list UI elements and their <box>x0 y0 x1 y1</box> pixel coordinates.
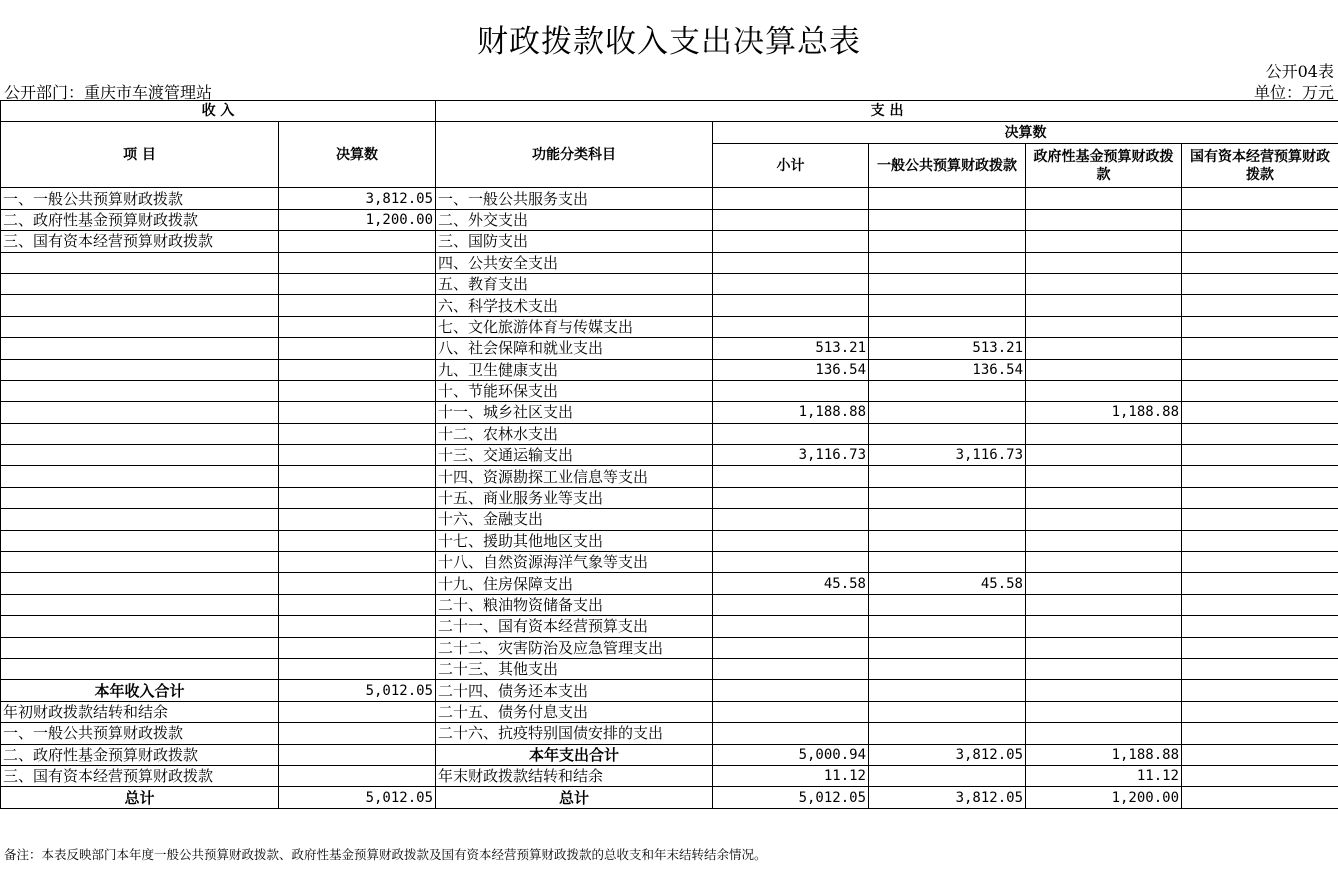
income-item-cell <box>1 273 279 294</box>
income-amount-cell <box>279 509 436 530</box>
income-item-cell <box>1 530 279 551</box>
expense-item-cell: 七、文化旅游体育与传媒支出 <box>436 316 713 337</box>
expense-item-cell: 二十一、国有资本经营预算支出 <box>436 616 713 637</box>
state-capital-cell <box>1182 723 1338 744</box>
general-budget-cell <box>869 231 1026 252</box>
income-amount-cell <box>279 552 436 573</box>
income-item-cell: 总计 <box>1 787 279 808</box>
expense-item-cell: 八、社会保障和就业支出 <box>436 338 713 359</box>
state-capital-cell <box>1182 658 1338 679</box>
state-capital-cell <box>1182 188 1338 209</box>
income-item-cell <box>1 359 279 380</box>
general-budget-cell <box>869 466 1026 487</box>
income-amount-cell <box>279 765 436 786</box>
general-budget-cell <box>869 316 1026 337</box>
state-capital-cell <box>1182 316 1338 337</box>
income-amount-cell <box>279 445 436 466</box>
income-item-cell <box>1 466 279 487</box>
expense-item-cell: 九、卫生健康支出 <box>436 359 713 380</box>
subtotal-cell: 45.58 <box>713 573 869 594</box>
income-amount-cell <box>279 273 436 294</box>
state-capital-cell <box>1182 273 1338 294</box>
expense-item-cell: 十四、资源勘探工业信息等支出 <box>436 466 713 487</box>
table-row <box>1 316 1338 337</box>
income-amount-cell <box>279 573 436 594</box>
income-item-cell <box>1 616 279 637</box>
state-capital-cell <box>1182 295 1338 316</box>
table-row <box>1 188 1338 209</box>
income-item-cell: 三、国有资本经营预算财政拨款 <box>1 765 279 786</box>
state-capital-cell <box>1182 423 1338 444</box>
income-item-cell <box>1 658 279 679</box>
income-item-cell <box>1 402 279 423</box>
subtotal-cell <box>713 295 869 316</box>
table-row <box>1 380 1338 401</box>
department-label: 公开部门：重庆市车渡管理站 <box>4 83 213 102</box>
general-budget-header: 一般公共预算财政拨款 <box>869 143 1026 187</box>
subtotal-cell <box>713 658 869 679</box>
expense-item-cell: 三、国防支出 <box>436 231 713 252</box>
table-row <box>1 509 1338 530</box>
table-row <box>1 295 1338 316</box>
gov-fund-cell <box>1026 680 1182 701</box>
expense-item-cell: 十一、城乡社区支出 <box>436 402 713 423</box>
income-amount-cell <box>279 466 436 487</box>
state-capital-cell <box>1182 680 1338 701</box>
state-capital-cell <box>1182 552 1338 573</box>
amount-header: 决算数 <box>279 122 436 188</box>
general-budget-cell <box>869 273 1026 294</box>
income-amount-cell <box>279 487 436 508</box>
general-budget-cell <box>869 765 1026 786</box>
expense-item-cell: 年末财政拨款结转和结余 <box>436 765 713 786</box>
table-row <box>1 552 1338 573</box>
gov-fund-cell <box>1026 231 1182 252</box>
general-budget-cell <box>869 616 1026 637</box>
state-capital-cell <box>1182 530 1338 551</box>
gov-fund-cell: 1,188.88 <box>1026 402 1182 423</box>
income-amount-cell <box>279 338 436 359</box>
table-row <box>1 252 1338 273</box>
state-capital-cell <box>1182 231 1338 252</box>
expense-item-cell: 二十三、其他支出 <box>436 658 713 679</box>
expense-item-cell: 十八、自然资源海洋气象等支出 <box>436 552 713 573</box>
income-item-cell <box>1 445 279 466</box>
subtotal-cell <box>713 723 869 744</box>
state-capital-cell <box>1182 787 1338 808</box>
general-budget-cell: 513.21 <box>869 338 1026 359</box>
form-number: 公开04表 <box>1265 62 1334 81</box>
expense-header: 支 出 <box>436 101 1338 122</box>
expense-item-cell: 二十五、债务付息支出 <box>436 701 713 722</box>
subtotal-cell <box>713 509 869 530</box>
general-budget-cell: 3,116.73 <box>869 445 1026 466</box>
income-item-cell: 一、一般公共预算财政拨款 <box>1 723 279 744</box>
gov-fund-cell <box>1026 273 1182 294</box>
expense-item-cell: 二十四、债务还本支出 <box>436 680 713 701</box>
general-budget-cell <box>869 509 1026 530</box>
expense-item-cell: 十六、金融支出 <box>436 509 713 530</box>
income-item-cell <box>1 252 279 273</box>
general-budget-cell <box>869 295 1026 316</box>
income-amount-cell <box>279 701 436 722</box>
table-row <box>1 573 1338 594</box>
report-title: 财政拨款收入支出决算总表 <box>477 24 861 60</box>
income-amount-cell: 5,012.05 <box>279 787 436 808</box>
table-row <box>1 402 1338 423</box>
income-item-cell: 二、政府性基金预算财政拨款 <box>1 744 279 765</box>
income-amount-cell <box>279 616 436 637</box>
income-item-cell <box>1 594 279 615</box>
table-row <box>1 658 1338 679</box>
table-row <box>1 338 1338 359</box>
gov-fund-cell <box>1026 637 1182 658</box>
table-row <box>1 723 1338 744</box>
income-item-cell: 二、政府性基金预算财政拨款 <box>1 209 279 230</box>
income-amount-cell: 5,012.05 <box>279 680 436 701</box>
table-row <box>1 744 1338 765</box>
income-item-cell: 本年收入合计 <box>1 680 279 701</box>
income-item-cell <box>1 487 279 508</box>
income-item-cell: 三、国有资本经营预算财政拨款 <box>1 231 279 252</box>
gov-fund-cell <box>1026 359 1182 380</box>
state-capital-cell <box>1182 402 1338 423</box>
subtotal-cell: 5,012.05 <box>713 787 869 808</box>
general-budget-cell <box>869 487 1026 508</box>
table-row <box>1 359 1338 380</box>
income-amount-cell <box>279 423 436 444</box>
table-row <box>1 231 1338 252</box>
state-capital-cell <box>1182 338 1338 359</box>
gov-fund-cell <box>1026 530 1182 551</box>
income-amount-cell <box>279 402 436 423</box>
income-amount-cell <box>279 744 436 765</box>
table-row <box>1 273 1338 294</box>
gov-fund-cell <box>1026 316 1182 337</box>
state-capital-cell <box>1182 765 1338 786</box>
gov-fund-cell <box>1026 509 1182 530</box>
gov-fund-cell <box>1026 445 1182 466</box>
subtotal-cell <box>713 423 869 444</box>
subtotal-cell: 1,188.88 <box>713 402 869 423</box>
table-row <box>1 487 1338 508</box>
state-capital-cell <box>1182 701 1338 722</box>
state-capital-cell <box>1182 637 1338 658</box>
general-budget-cell <box>869 402 1026 423</box>
footnote: 备注：本表反映部门本年度一般公共预算财政拨款、政府性基金预算财政拨款及国有资本经营预算财政拨款的总收支和年末结转结余情况。 <box>4 847 767 862</box>
income-amount-cell <box>279 530 436 551</box>
subtotal-cell: 513.21 <box>713 338 869 359</box>
subtotal-cell <box>713 380 869 401</box>
gov-fund-cell <box>1026 380 1182 401</box>
gov-fund-cell <box>1026 723 1182 744</box>
income-item-cell <box>1 509 279 530</box>
general-budget-cell <box>869 209 1026 230</box>
state-capital-cell <box>1182 594 1338 615</box>
state-capital-cell <box>1182 616 1338 637</box>
gov-fund-cell <box>1026 295 1182 316</box>
general-budget-cell: 45.58 <box>869 573 1026 594</box>
general-budget-cell: 3,812.05 <box>869 787 1026 808</box>
subtotal-cell <box>713 530 869 551</box>
subtotal-cell <box>713 188 869 209</box>
subtotal-header: 小计 <box>713 143 869 187</box>
state-capital-cell <box>1182 487 1338 508</box>
income-header: 收 入 <box>1 101 436 122</box>
general-budget-cell: 3,812.05 <box>869 744 1026 765</box>
subtotal-cell: 136.54 <box>713 359 869 380</box>
income-item-cell <box>1 637 279 658</box>
final-amount-header: 决算数 <box>713 122 1338 144</box>
table-row <box>1 423 1338 444</box>
state-capital-header: 国有资本经营预算财政拨款 <box>1182 143 1338 187</box>
income-item-cell <box>1 380 279 401</box>
gov-fund-cell <box>1026 423 1182 444</box>
income-amount-cell <box>279 359 436 380</box>
expense-item-cell: 五、教育支出 <box>436 273 713 294</box>
income-amount-cell <box>279 594 436 615</box>
table-row <box>1 466 1338 487</box>
table-row <box>1 765 1338 786</box>
income-amount-cell: 1,200.00 <box>279 209 436 230</box>
state-capital-cell <box>1182 380 1338 401</box>
subtotal-cell: 11.12 <box>713 765 869 786</box>
subtotal-cell: 3,116.73 <box>713 445 869 466</box>
table-row <box>1 594 1338 615</box>
gov-fund-cell <box>1026 209 1182 230</box>
subtotal-cell <box>713 616 869 637</box>
table-body <box>1 188 1338 808</box>
income-item-cell <box>1 338 279 359</box>
general-budget-cell <box>869 701 1026 722</box>
expense-item-cell: 二十六、抗疫特别国债安排的支出 <box>436 723 713 744</box>
income-item-cell <box>1 316 279 337</box>
expense-item-cell: 十、节能环保支出 <box>436 380 713 401</box>
general-budget-cell <box>869 637 1026 658</box>
state-capital-cell <box>1182 509 1338 530</box>
general-budget-cell <box>869 252 1026 273</box>
table-row <box>1 209 1338 230</box>
gov-fund-cell: 1,200.00 <box>1026 787 1182 808</box>
table-row <box>1 701 1338 722</box>
subtotal-cell <box>713 466 869 487</box>
subtotal-cell <box>713 316 869 337</box>
gov-fund-cell <box>1026 487 1182 508</box>
gov-fund-header: 政府性基金预算财政拨款 <box>1026 143 1182 187</box>
expense-item-cell: 十三、交通运输支出 <box>436 445 713 466</box>
income-amount-cell <box>279 723 436 744</box>
subtotal-cell <box>713 701 869 722</box>
income-amount-cell: 3,812.05 <box>279 188 436 209</box>
gov-fund-cell <box>1026 573 1182 594</box>
general-budget-cell <box>869 723 1026 744</box>
income-amount-cell <box>279 316 436 337</box>
general-budget-cell <box>869 380 1026 401</box>
table-row <box>1 787 1338 808</box>
subtotal-cell <box>713 209 869 230</box>
income-amount-cell <box>279 295 436 316</box>
expense-item-cell: 二十二、灾害防治及应急管理支出 <box>436 637 713 658</box>
gov-fund-cell <box>1026 252 1182 273</box>
income-amount-cell <box>279 252 436 273</box>
expense-item-cell: 二十、粮油物资储备支出 <box>436 594 713 615</box>
income-item-cell <box>1 295 279 316</box>
state-capital-cell <box>1182 209 1338 230</box>
subtotal-cell <box>713 231 869 252</box>
expense-item-cell: 十二、农林水支出 <box>436 423 713 444</box>
subtotal-cell: 5,000.94 <box>713 744 869 765</box>
income-item-cell: 一、一般公共预算财政拨款 <box>1 188 279 209</box>
subtotal-cell <box>713 637 869 658</box>
table-row <box>1 637 1338 658</box>
subtotal-cell <box>713 680 869 701</box>
expense-item-cell: 十五、商业服务业等支出 <box>436 487 713 508</box>
general-budget-cell <box>869 680 1026 701</box>
gov-fund-cell <box>1026 658 1182 679</box>
gov-fund-cell: 1,188.88 <box>1026 744 1182 765</box>
subtotal-cell <box>713 252 869 273</box>
income-item-cell <box>1 573 279 594</box>
income-amount-cell <box>279 637 436 658</box>
unit-label: 单位：万元 <box>1253 83 1334 102</box>
income-item-cell: 年初财政拨款结转和结余 <box>1 701 279 722</box>
gov-fund-cell: 11.12 <box>1026 765 1182 786</box>
state-capital-cell <box>1182 252 1338 273</box>
state-capital-cell <box>1182 744 1338 765</box>
gov-fund-cell <box>1026 338 1182 359</box>
general-budget-cell <box>869 658 1026 679</box>
table-row <box>1 530 1338 551</box>
gov-fund-cell <box>1026 616 1182 637</box>
general-budget-cell <box>869 594 1026 615</box>
income-item-cell <box>1 552 279 573</box>
expense-item-cell: 二、外交支出 <box>436 209 713 230</box>
table-row <box>1 680 1338 701</box>
gov-fund-cell <box>1026 188 1182 209</box>
subtotal-cell <box>713 594 869 615</box>
gov-fund-cell <box>1026 701 1182 722</box>
subtotal-cell <box>713 552 869 573</box>
expense-item-cell: 六、科学技术支出 <box>436 295 713 316</box>
budget-summary-table <box>0 100 1338 809</box>
subtotal-cell <box>713 273 869 294</box>
state-capital-cell <box>1182 466 1338 487</box>
income-amount-cell <box>279 231 436 252</box>
subtotal-cell <box>713 487 869 508</box>
expense-item-cell: 四、公共安全支出 <box>436 252 713 273</box>
gov-fund-cell <box>1026 552 1182 573</box>
income-amount-cell <box>279 380 436 401</box>
expense-item-cell: 本年支出合计 <box>436 744 713 765</box>
gov-fund-cell <box>1026 466 1182 487</box>
general-budget-cell: 136.54 <box>869 359 1026 380</box>
func-subject-header: 功能分类科目 <box>436 122 713 188</box>
expense-item-cell: 十九、住房保障支出 <box>436 573 713 594</box>
income-amount-cell <box>279 658 436 679</box>
table-row <box>1 445 1338 466</box>
table-row <box>1 616 1338 637</box>
general-budget-cell <box>869 530 1026 551</box>
income-item-cell <box>1 423 279 444</box>
expense-item-cell: 一、一般公共服务支出 <box>436 188 713 209</box>
state-capital-cell <box>1182 573 1338 594</box>
expense-item-cell: 总计 <box>436 787 713 808</box>
item-header: 项 目 <box>1 122 279 188</box>
general-budget-cell <box>869 423 1026 444</box>
expense-item-cell: 十七、援助其他地区支出 <box>436 530 713 551</box>
gov-fund-cell <box>1026 594 1182 615</box>
state-capital-cell <box>1182 445 1338 466</box>
general-budget-cell <box>869 552 1026 573</box>
state-capital-cell <box>1182 359 1338 380</box>
general-budget-cell <box>869 188 1026 209</box>
